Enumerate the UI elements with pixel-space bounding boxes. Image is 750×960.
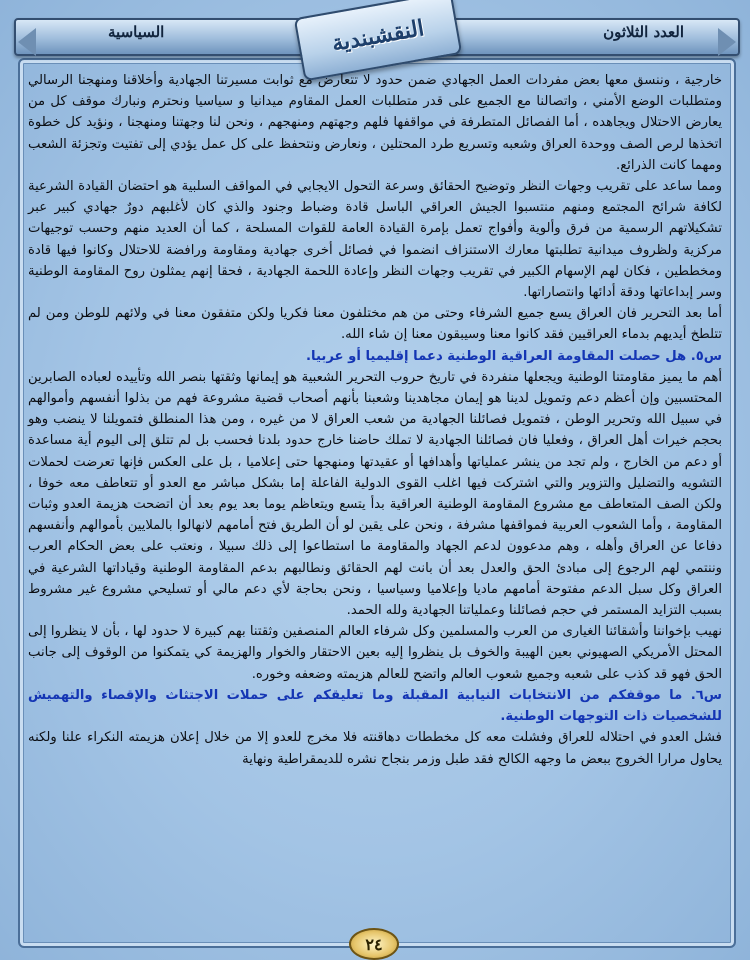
paragraph: ومما ساعد على تقريب وجهات النظر وتوضيح الحقائق وسرعة التحول الايجابي في المواقف السلبية هو احتضان القيادة الشرعية لكافة شرائح المجتمع ومنهم منتسبوا الجيش العراقي الباسل قادة وضباط وجنود والذي كان لأغلبهم دورٌ جهادي كبير عبر تشكيلاتهم الرسمية من فرق وألوية وأفواج تعمل بإمرة القيادة العامة للقوات المسلحة ، كما أن العديد منهم وحسب توجيهات مركزية ولظروف ميدانية تطلبتها معارك الاستنزاف انضموا في فصائل أخرى جهادية ومقاومة ورافضة للاحتلال وكانوا فيها قادة ومخططين ، فكان لهم الإسهام الكبير في تقريب وجهات النظر وإعادة اللحمة الجهادية ، فحقا إنهم يمثلون روح المقاومة الوطنية وسر إبداعاتها ودقة أدائها وانتصاراتها. (28, 179, 722, 301)
paragraph: نهيب بإخواننا وأشقائنا الغيارى من العرب والمسلمين وكل شرفاء العالم المنصفين وثقتنا بهم كبيرة لا حدود لها ، بأن لا ينظروا إلى المحتل الأمريكي الصهيوني بعين الهيبة والخوف بل ينظروا إليه بعين الاحتقار والخوار والهزيمة كي يتمكنوا من الوقوف إلى جانب الحق فهو قد كذب على شعبه وجميع شعوب العالم واتضح للعالم هزيمته وضعفه وخوره. (28, 624, 722, 682)
page-number: ٢٤ (365, 934, 383, 954)
article-body (28, 70, 722, 922)
question-heading: س٦. ما موقفكم من الانتخابات النيابية المقبلة وما تعليقكم على حملات الاجتثاث والإقصاء والتهميش للشخصيات ذات التوجهات الوطنية. (28, 687, 722, 725)
magazine-title: النقشبندية (329, 15, 427, 57)
banner-left-tip (18, 28, 36, 56)
page-number-badge (349, 928, 399, 960)
section-label: السياسية (108, 23, 165, 41)
question-heading: س٥. هل حصلت المقاومة العراقية الوطنية دعما إقليميا أو عربيا. (306, 348, 722, 364)
paragraph: خارجية ، وننسق معها بعض مفردات العمل الجهادي ضمن حدود لا تتعارض مع ثوابت مسيرتنا الجهادية وأخلاقنا ومنهجنا الرسالي ومتطلبات الوضع الأمني ، واتصالنا مع الجميع على قدر متطلبات العمل المقاوم ميدانيا و سياسيا ونحترم ونبارك موقف كل من يعارض الاحتلال ويجاهده ، أما الفصائل المتطرفة في مواقفها فلهم وجهتهم ومنهجهم ، ونحن لنا وجهتنا ومنهجنا ، ونؤيد كل خطوة اتخذها لرص الصف ووحدة العراق وشعبه وتسريع طرد المحتلين ، ونعارض ونتحفظ على كل عمل يؤدي إلى تفتيت وتجزئة الشعب ومهما كانت الذرائع. (28, 73, 722, 173)
paragraph: فشل العدو في احتلاله للعراق وفشلت معه كل مخططات دهاقنته فلا مخرج للعدو إلا من خلال إعلان هزيمته النكراء علنا ولكنه يحاول مرارا الخروج ببعض ما وجهه الكالح فقد طبل وزمر بنجاح نشره للديمقراطية ونهاية (28, 730, 722, 767)
banner-right-tip (718, 28, 736, 56)
issue-label: العدد الثلاثون (603, 23, 684, 41)
paragraph: أما بعد التحرير فان العراق يسع جميع الشرفاء وحتى من هم مختلفون معنا فكريا ولكن متفقون معنا في ولائهم للوطن ومن لم تتلطخ أيديهم بدماء العراقيين فقد كانوا معنا وسيبقون معنا إن شاء الله. (28, 306, 722, 343)
paragraph: أهم ما يميز مقاومتنا الوطنية ويجعلها منفردة في تاريخ حروب التحرير الشعبية هو إيمانها وثقتها بنصر الله وتأييده لعباده الصابرين المحتسبين وإن أعظم دعم وتمويل لدينا هو إيمان مجاهدينا وشعبنا بأنهم أصحاب قضية مشروعة فهم من بذلوا أنفسهم وأموالهم في سبيل الله وتحرير الوطن ، فتمويل فصائلنا الجهادية من شعب العراق لا من غيره ، ومن هذا المنطلق فتمويلنا لا ينضب وهو بحجم خيرات أهل العراق ، وفعليا فان فصائلنا الجهادية لا تملك حاضنا خارج حدود بلدنا فحسب بل لم تتلق إلى اليوم أية مساعدة أو دعم من الخارج ، ولم تجد من ينشر عملياتها وأهدافها أو عقيدتها ومنهجها حتى إعلاميا ، بل على العكس فإنها تعرضت لحملات التشويه والتضليل والتزوير والتي اشتركت فيها اغلب القوى الدولية الفاعلة إما بشكل مباشر مع العدو أو تتعاطف معه خوفا ، ولكن الصف المتعاطف مع مشروع المقاومة الوطنية العراقية بدأ يتسع ويتعاظم يوما بعد يوم بعد أن اتضحت هزيمة العدو وثبات المقاومة ، وأما الشعوب العربية فمواقفها مشرفة ، ونحن على يقين لو أن الطريق فتح أمامهم لانهالوا بالملايين بأموالهم وأنفسهم دفاعا عن العراق وأهله ، وهم مدعوون لدعم الجهاد والمقاومة ما استطاعوا إلى ذلك سبيلا ، ونعتب على بعض الحكام العرب وننتمي لهم الرجوع إلى مبادئ الحق والعدل بعد أن بانت لهم الحقائق ونطالبهم بدعم المقاومة الوطنية وقياداتها الشرعية في العراق وكل سبل الدعم مفتوحة أمامهم ماديا وإعلاميا وسياسيا ، ونحن بحاجة لأي دعم مالي أو تسليحي مشروع غير مشروط بسبب التزايد المستمر في حجم فصائلنا وعملياتنا الجهادية ولله الحمد. (28, 369, 722, 619)
